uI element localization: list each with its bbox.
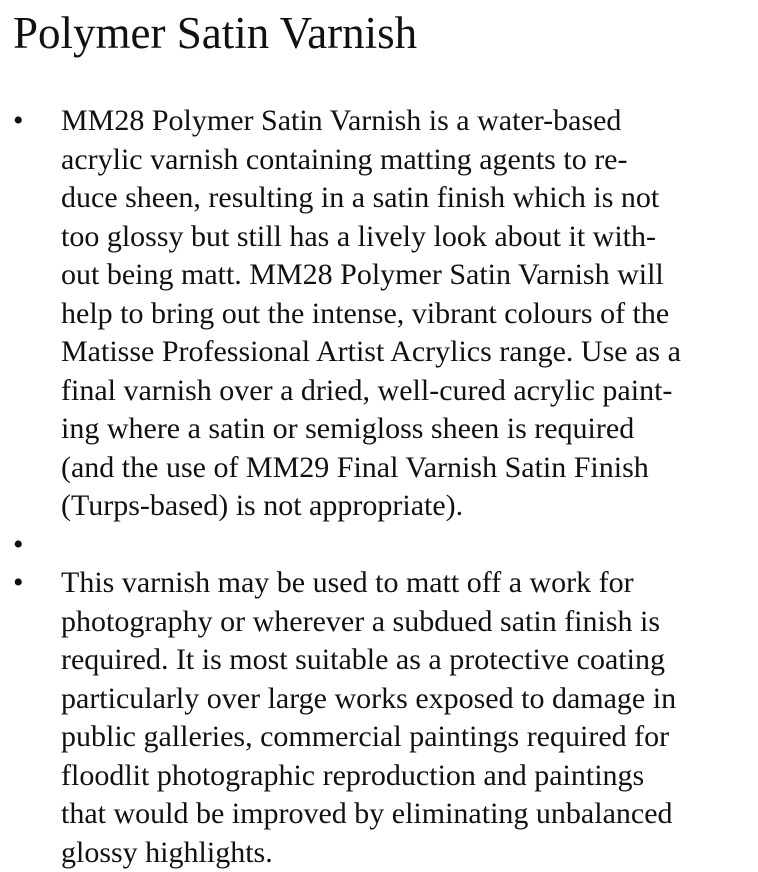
text-line: required. It is most suitable as a protective coating (61, 641, 721, 680)
text-line: acrylic varnish containing matting agents to re- (61, 141, 721, 180)
text-line: This varnish may be used to matt off a work for (61, 564, 721, 603)
bullet-icon: • (13, 102, 25, 141)
bullet-list (13, 102, 746, 872)
text-line: help to bring out the intense, vibrant colours of the (61, 295, 721, 334)
list-item-text (61, 564, 721, 872)
page-title: Polymer Satin Varnish (13, 8, 746, 58)
list-item-empty (13, 526, 746, 565)
text-line: photography or wherever a subdued satin finish is (61, 603, 721, 642)
text-line: floodlit photographic reproduction and paintings (61, 757, 721, 796)
text-line: that would be improved by eliminating unbalanced (61, 795, 721, 834)
text-line: (Turps-based) is not appropriate). (61, 487, 721, 526)
text-line: particularly over large works exposed to damage in (61, 680, 721, 719)
text-line: public galleries, commercial paintings required for (61, 718, 721, 757)
text-line: too glossy but still has a lively look about it with- (61, 218, 721, 257)
text-line: Matisse Professional Artist Acrylics range. Use as a (61, 333, 721, 372)
text-line: out being matt. MM28 Polymer Satin Varnish will (61, 256, 721, 295)
text-line: duce sheen, resulting in a satin finish which is not (61, 179, 721, 218)
list-item-text (61, 102, 721, 526)
text-line: final varnish over a dried, well-cured acrylic paint- (61, 372, 721, 411)
bullet-icon: • (13, 526, 25, 565)
bullet-icon: • (13, 564, 25, 603)
text-line: MM28 Polymer Satin Varnish is a water-based (61, 102, 721, 141)
text-line: glossy highlights. (61, 834, 721, 872)
text-line: ing where a satin or semigloss sheen is required (61, 410, 721, 449)
list-item (13, 102, 746, 526)
text-line: (and the use of MM29 Final Varnish Satin Finish (61, 449, 721, 488)
list-item (13, 564, 746, 872)
